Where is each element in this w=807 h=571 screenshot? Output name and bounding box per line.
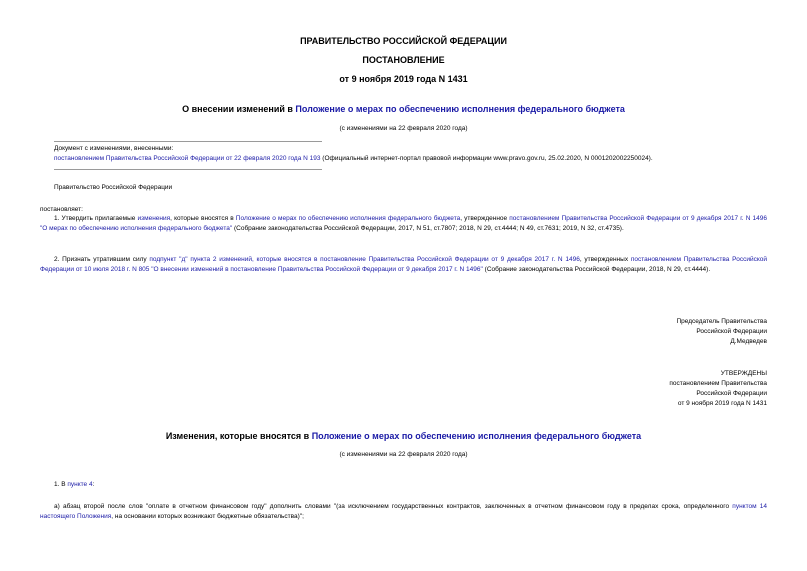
- sub-a-text-2: , на основании которых возникают бюджетные обязательства)";: [111, 513, 304, 520]
- date-number: от 9 ноября 2019 года N 1431: [339, 74, 468, 84]
- p2-text-2: , утвержденных: [579, 256, 631, 263]
- changes-subitem-a: [40, 502, 767, 522]
- approval-date: от 9 ноября 2019 года N 1431: [677, 400, 767, 407]
- amendments-top-rule: [54, 141, 322, 142]
- amendments-label: Документ с изменениями, внесенными:: [54, 145, 174, 152]
- revision-note: (с изменениями на 22 февраля 2020 года): [339, 125, 468, 132]
- paragraph-2: [40, 255, 767, 275]
- changes-title: [0, 430, 807, 442]
- signature-title: Председатель Правительства: [676, 318, 767, 325]
- p1-decree-link[interactable]: постановлением Правительства Российской Федерации от 9 декабря 2017 г. N 1496 "О мерах по обеспечению исполнения федерального бюджета": [40, 215, 767, 232]
- p1-text-1: 1. Утвердить прилагаемые: [54, 215, 138, 222]
- amendment-source: (Официальный интернет-портал правовой информации www.pravo.gov.ru, 25.02.2020, N 0001202002250024).: [320, 155, 653, 162]
- changes-item-1: [54, 480, 94, 490]
- item1-point-link[interactable]: пункте 4: [67, 481, 93, 488]
- signature-country: Российской Федерации: [696, 328, 767, 335]
- amendment-link[interactable]: постановлением Правительства Российской Федерации от 22 февраля 2020 года N 193: [54, 155, 321, 162]
- p2-text-3: (Собрание законодательства Российской Федерации, 2018, N 29, ст.4444).: [482, 266, 711, 273]
- p1-changes-link[interactable]: изменения: [137, 215, 171, 222]
- changes-revision-note: (с изменениями на 22 февраля 2020 года): [339, 451, 468, 458]
- changes-title-prefix: Изменения, которые вносятся в: [165, 431, 312, 441]
- p1-regulation-link[interactable]: Положение о мерах по обеспечению исполнения федерального бюджета: [235, 215, 461, 222]
- approval-block: [560, 369, 767, 409]
- doc-type-heading: ПОСТАНОВЛЕНИЕ: [362, 55, 445, 65]
- org-heading: ПРАВИТЕЛЬСТВО РОССИЙСКОЙ ФЕДЕРАЦИИ: [300, 36, 507, 46]
- approval-by: постановлением Правительства: [669, 380, 767, 387]
- amendments-entry: [54, 154, 774, 164]
- p1-text-2: , которые вносятся в: [170, 215, 236, 222]
- intro-text: Правительство Российской Федерации: [54, 184, 173, 191]
- signature-name: Д.Медведев: [730, 338, 767, 345]
- approval-country: Российской Федерации: [696, 390, 767, 397]
- p2-subpoint-link[interactable]: подпункт "д" пункта 2 изменений, которые вносятся в постановление Правительства Российской Федерации от 9 декабря 2017 г. N 1496: [149, 256, 580, 263]
- p2-text-1: 2. Признать утратившим силу: [54, 256, 150, 263]
- sub-a-text-1: а) абзац второй после слов "оплате в отчетном финансовом году" дополнить словами "(за исключением государственных контрактов, заключенных в отчетном финансовом году в пределах срока, определенного: [54, 503, 733, 510]
- item1-suffix: :: [92, 481, 95, 488]
- sub-a-point-link[interactable]: пунктом 14 настоящего Положения: [40, 503, 767, 520]
- p2-decree-link[interactable]: постановлением Правительства Российской Федерации от 10 июля 2018 г. N 805 "О внесении изменений в постановление Правительства Российской Федерации от 9 декабря 2017 г. N 1496": [40, 256, 767, 273]
- title-prefix: О внесении изменений в: [182, 104, 296, 114]
- document-title: [0, 103, 807, 115]
- title-regulation-link[interactable]: Положение о мерах по обеспечению исполнения федерального бюджета: [295, 104, 625, 114]
- approval-heading: УТВЕРЖДЕНЫ: [720, 370, 767, 377]
- signature-block: [560, 317, 767, 347]
- decides-text: постановляет:: [40, 206, 83, 213]
- changes-regulation-link[interactable]: Положение о мерах по обеспечению исполнения федерального бюджета: [311, 431, 642, 441]
- paragraph-1: [40, 214, 767, 234]
- p1-text-3: , утвержденное: [460, 215, 510, 222]
- p1-text-4: (Собрание законодательства Российской Федерации, 2017, N 51, ст.7807; 2018, N 29, ст.4444; N 49, ст.7631; 2019, N 32, ст.4735).: [232, 225, 624, 232]
- item1-prefix: 1. В: [54, 481, 68, 488]
- amendments-bottom-rule: [54, 169, 322, 170]
